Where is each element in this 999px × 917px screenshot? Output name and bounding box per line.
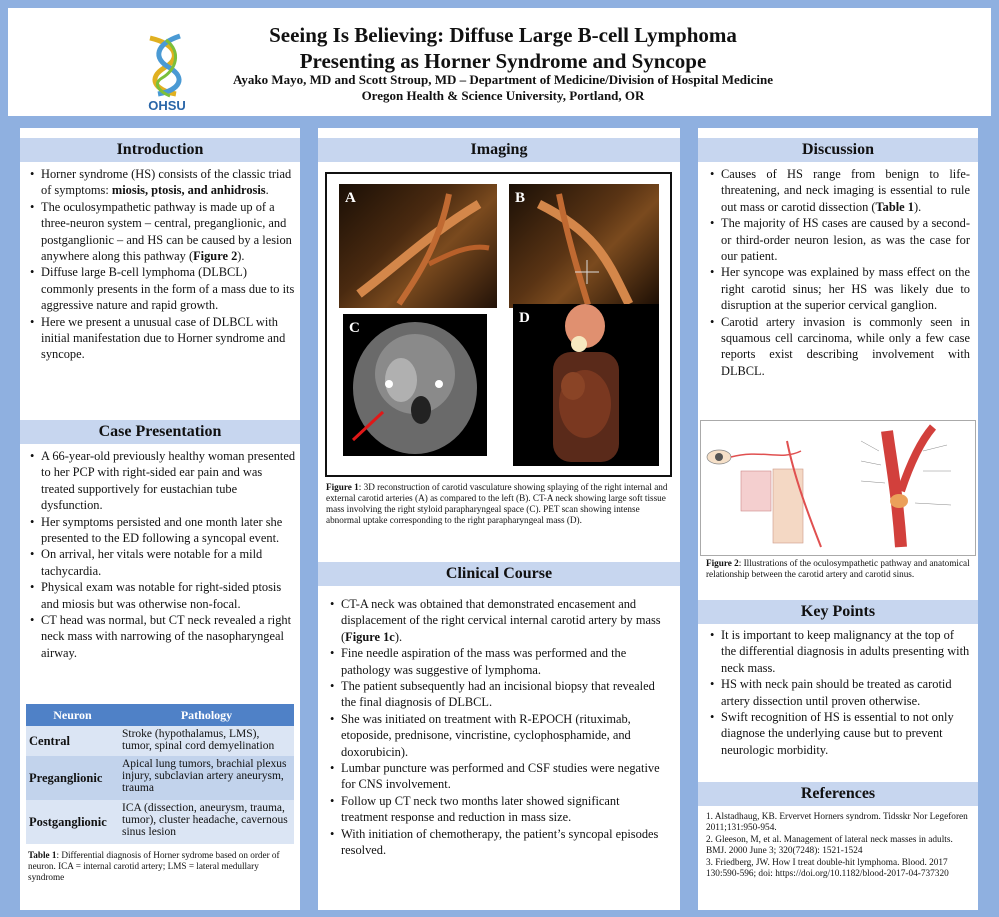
introduction-heading: Introduction — [20, 138, 300, 162]
table-cell-neuron: Central — [26, 726, 119, 756]
references-list — [706, 812, 970, 880]
list-item: • Physical exam was notable for right-sided ptosis and miosis but was otherwise non-focal. — [28, 579, 296, 612]
poster-header — [8, 8, 991, 116]
list-item — [328, 826, 662, 859]
keypoints-heading: Key Points — [698, 600, 978, 624]
vessel-render-a — [339, 184, 497, 308]
bullet-emphasis: Table 1 — [875, 199, 914, 214]
keypoints-list — [708, 627, 970, 758]
table-header-neuron: Neuron — [26, 704, 119, 726]
list-item — [328, 760, 662, 793]
references-heading: References — [698, 782, 978, 806]
figure-panel-a — [339, 184, 497, 308]
bullet-text: Carotid artery invasion is commonly seen in squamous cell carcinoma, while only a few case reports exist describing involvement with DLBCL. — [721, 314, 970, 378]
table-row — [26, 726, 294, 756]
bullet-text: ). — [913, 199, 922, 214]
differential-table — [26, 704, 294, 844]
affiliation-line: Oregon Health & Science University, Portland, OR — [361, 88, 645, 103]
figure1-frame — [325, 172, 672, 477]
bullet-text: Here we present a unusual case of DLBCL with initial manifestation due to Horner syndrome and syncope. — [41, 314, 286, 362]
bullet-text: ). — [237, 249, 245, 264]
table-cell-pathology: Apical lung tumors, brachial plexus injury, subclavian artery aneurysm, trauma — [119, 756, 294, 800]
list-item: • Her symptoms persisted and one month later she presented to the ED following a syncopal event. — [28, 514, 296, 547]
clinical-heading: Clinical Course — [318, 562, 680, 586]
table-row — [26, 756, 294, 800]
bullet-text: . — [265, 183, 269, 198]
list-item — [328, 596, 662, 645]
bullet-text: Causes of HS range from benign to life-threatening, and neck imaging is essential to rule out mass or carotid dissection ( — [721, 167, 970, 214]
list-item — [708, 215, 970, 264]
svg-text:OHSU: OHSU — [148, 98, 186, 112]
list-item — [328, 711, 662, 760]
discussion-heading: Discussion — [698, 138, 978, 162]
bullet-text: Fine needle aspiration of the mass was performed and the pathology was suggestive of lymphoma. — [341, 646, 627, 677]
bullet-text: Lumbar puncture was performed and CSF studies were negative for CNS involvement. — [341, 761, 660, 792]
reference-item: 2. Gleeson, M, et al. Management of lateral neck masses in adults. BMJ. 2000 June 3; 320(7248): 1521-1524 — [706, 834, 953, 857]
bullet-text: Diffuse large B-cell lymphoma (DLBCL) commonly presents in the form of a mass due to its aggressive nature and rapid growth. — [41, 265, 295, 313]
pet-scan-d — [513, 304, 659, 466]
caption-label: Table 1 — [28, 850, 57, 860]
bullet-text: The oculosympathetic pathway is made up of a three-neuron system – central, preganglionic, and postganglionic – and HS can be caused by a lesion anywhere along this pathway ( — [41, 199, 292, 264]
poster-title — [208, 22, 798, 74]
bullet-text: The patient subsequently had an incisional biopsy that revealed the final diagnosis of DLBCL. — [341, 679, 655, 710]
table1-caption — [28, 850, 294, 883]
figure-panel-b — [509, 184, 659, 308]
introduction-list — [28, 166, 296, 363]
list-item: • Swift recognition of HS is essential to not only diagnose the underlying cause but to prevent neurologic morbidity. — [708, 709, 970, 758]
bullet-emphasis: Figure 1c — [345, 629, 395, 644]
figure1-caption — [326, 482, 672, 526]
column-center — [318, 128, 680, 910]
column-right — [698, 128, 978, 910]
panel-label-d: D — [519, 310, 530, 326]
bullet-text: Follow up CT neck two months later showed significant treatment response and reduction in mass size. — [341, 793, 620, 825]
list-item — [708, 166, 970, 215]
caption-text: : Illustrations of the oculosympathetic pathway and anatomical relationship between the carotid artery and carotid sinus. — [706, 558, 970, 579]
list-item — [328, 793, 662, 826]
column-left — [20, 128, 300, 910]
title-line-2: Presenting as Horner Syndrome and Syncope — [299, 49, 707, 73]
bullet-text: The majority of HS cases are caused by a second- or third-order neuron lesion, as was the case for our patient. — [721, 216, 970, 264]
list-item — [28, 199, 296, 265]
bullet-text: CT-A neck was obtained that demonstrated encasement and displacement of the right cervical internal carotid artery by mass ( — [341, 597, 661, 644]
case-list — [28, 448, 296, 661]
ct-scan-c — [343, 314, 487, 456]
table-cell-neuron: Postganglionic — [26, 800, 119, 844]
vessel-render-b — [509, 184, 659, 308]
bullet-text: ). — [394, 629, 403, 644]
list-item — [28, 166, 296, 199]
bullet-text: Horner syndrome (HS) consists of the classic triad of symptoms: — [41, 167, 292, 198]
table-header-pathology: Pathology — [119, 704, 294, 726]
bullet-emphasis: miosis, ptosis, and anhidrosis — [111, 183, 266, 198]
table-cell-pathology: Stroke (hypothalamus, LMS), tumor, spinal cord demyelination — [119, 726, 294, 756]
list-item: • A 66-year-old previously healthy woman presented to her PCP with right-sided ear pain and was treated supportively for eustachian tube dysfunction. — [28, 448, 296, 514]
caption-text: : Differential diagnosis of Horner sydrome based on order of neuron. ICA = internal carotid artery; LMS = lateral medullary syndrome — [28, 850, 280, 882]
oculosympathetic-diagram — [701, 421, 975, 555]
list-item: • On arrival, her vitals were notable for a mild tachycardia. — [28, 546, 296, 579]
list-item — [328, 678, 662, 711]
title-line-1: Seeing Is Believing: Diffuse Large B-cell Lymphoma — [269, 23, 737, 47]
caption-text: : 3D reconstruction of carotid vasculature showing splaying of the right internal and external carotid arteries (A) as compared to the left (B). CT-A neck showing large soft tissue mass involving the right styloid parapharyngeal space (C). PET scan showing intense abnormal uptake corresponding to the right parapharyngeal mass (D). — [326, 482, 668, 525]
bullet-emphasis: Figure 2 — [193, 249, 238, 264]
case-heading: Case Presentation — [20, 420, 300, 444]
ohsu-logo — [136, 30, 198, 112]
figure-panel-d — [513, 304, 659, 466]
bullet-text: She was initiated on treatment with R-EPOCH (rituximab, etoposide, prednisone, vincristine, cyclophosphamide, and doxorubicin). — [341, 711, 631, 759]
list-item: • CT head was normal, but CT neck revealed a right neck mass with narrowing of the nasopharyngeal airway. — [28, 612, 296, 661]
list-item: • It is important to keep malignancy at the top of the differential diagnosis in adults presenting with neck mass. — [708, 627, 970, 676]
figure2-caption — [706, 558, 972, 580]
bullet-text: With initiation of chemotherapy, the patient’s syncopal episodes resolved. — [341, 826, 659, 858]
list-item — [28, 314, 296, 363]
table-row — [26, 800, 294, 844]
caption-label: Figure 2 — [706, 558, 739, 568]
discussion-list — [708, 166, 970, 379]
panel-label-c: C — [349, 320, 360, 336]
imaging-heading: Imaging — [318, 138, 680, 162]
author-line: Ayako Mayo, MD and Scott Stroup, MD – Department of Medicine/Division of Hospital Medicine — [232, 72, 774, 87]
authors — [208, 72, 798, 104]
caption-label: Figure 1 — [326, 482, 359, 492]
list-item: • HS with neck pain should be treated as carotid artery dissection until proven otherwise. — [708, 676, 970, 709]
list-item — [328, 645, 662, 678]
table-cell-pathology: ICA (dissection, aneurysm, trauma, tumor), cluster headache, cavernous sinus lesion — [119, 800, 294, 844]
list-item — [708, 264, 970, 313]
list-item — [28, 264, 296, 313]
bullet-text: Her syncope was explained by mass effect on the right carotid sinus; her HS was likely due to disruption at the superior cervical ganglion. — [721, 265, 970, 313]
figure2-illustration — [700, 420, 976, 556]
table-cell-neuron: Preganglionic — [26, 756, 119, 800]
panel-label-b: B — [515, 190, 526, 206]
panel-label-a: A — [345, 190, 356, 206]
reference-item: 1. Alstadhaug, KB. Ervervet Horners syndrom. Tidsskr Nor Legeforen 2011;131:950-954. — [706, 812, 968, 834]
clinical-list — [328, 596, 662, 859]
figure-panel-c — [343, 314, 487, 456]
reference-item: 3. Friedberg, JW. How I treat double-hit lymphoma. Blood. 2017 130:590-596; doi: https://doi.org/10.1182/blood-2017-04-737320 — [706, 857, 949, 880]
list-item — [708, 314, 970, 380]
